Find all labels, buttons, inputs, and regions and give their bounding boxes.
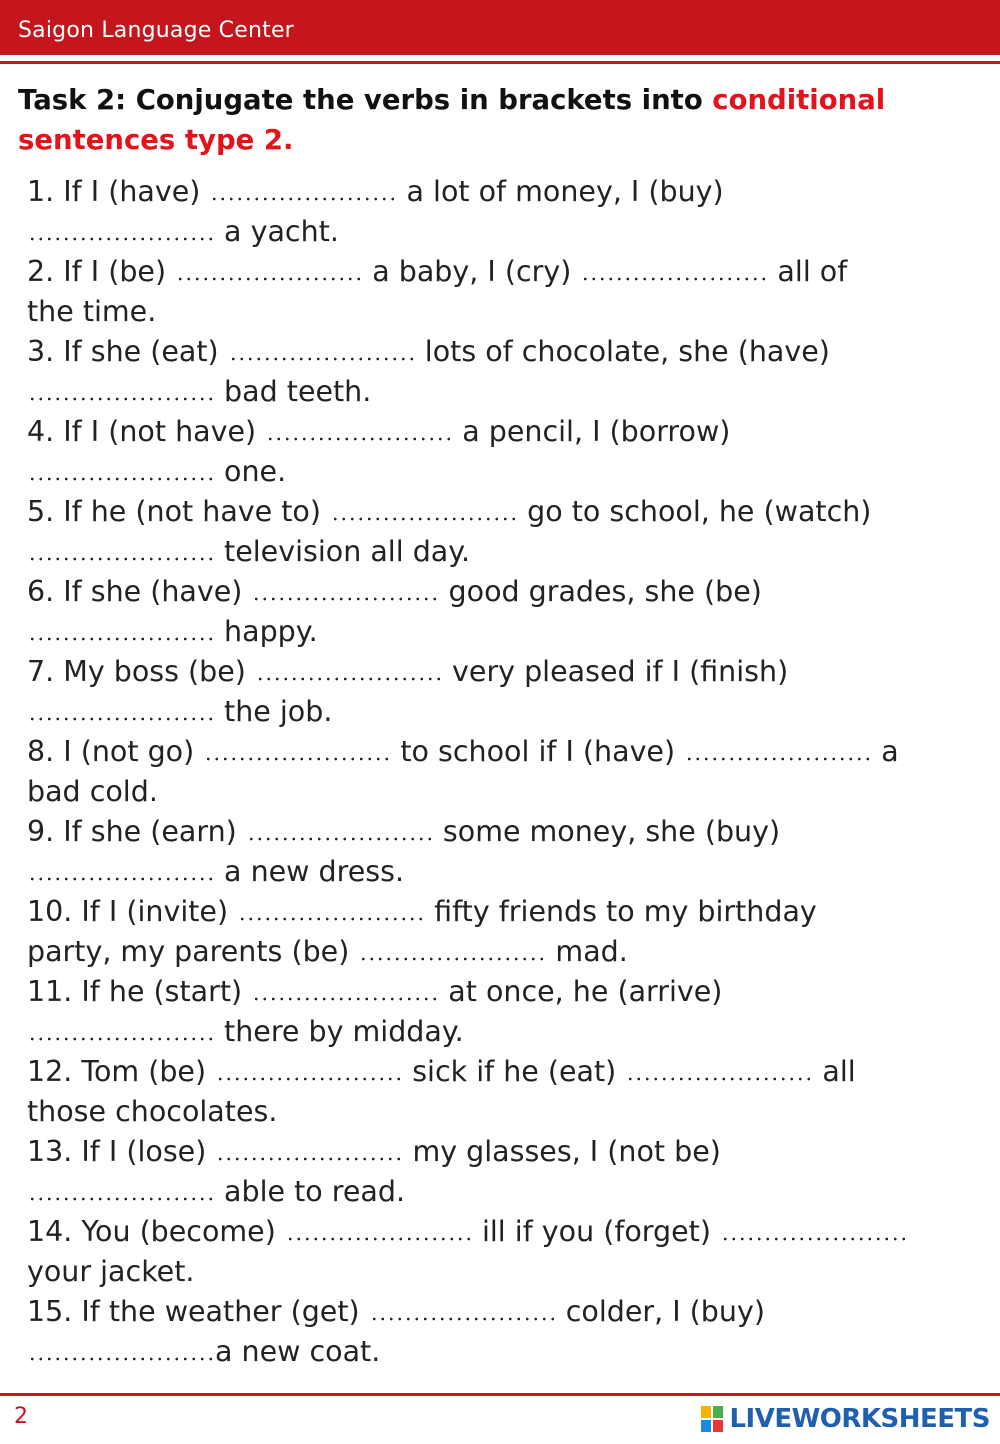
exercise-item [27,1132,977,1172]
exercise-item [27,1292,977,1332]
exercise-text: 8. I (not go) [27,735,204,768]
answer-blank[interactable] [256,677,442,681]
answer-blank[interactable] [359,957,545,961]
exercise-item [27,652,977,692]
answer-blank[interactable] [176,277,362,281]
exercise-text: bad cold. [27,775,158,808]
exercise-item-continuation [27,532,977,572]
answer-blank[interactable] [28,1037,214,1041]
exercise-text: 10. If I (invite) [27,895,238,928]
exercise-item-continuation [27,1252,977,1292]
exercise-text: a pencil, I (borrow) [453,415,731,448]
exercise-text: 5. If he (not have to) [27,495,331,528]
exercise-text: a new coat. [215,1335,381,1368]
exercise-text: good grades, she (be) [439,575,762,608]
exercise-text: mad. [546,935,628,968]
task-title [18,80,978,160]
exercise-text: 15. If the weather (get) [27,1295,369,1328]
answer-blank[interactable] [28,877,214,881]
exercise-text: the job. [215,695,333,728]
exercise-text: at once, he (arrive) [439,975,723,1008]
exercise-item-continuation [27,452,977,492]
exercise-text: the time. [27,295,157,328]
answer-blank[interactable] [266,437,452,441]
exercise-text: 12. Tom (be) [27,1055,216,1088]
exercise-text: some money, she (buy) [433,815,781,848]
exercise-item [27,412,977,452]
exercise-text: ill if you (forget) [472,1215,720,1248]
answer-blank[interactable] [370,1317,556,1321]
exercise-item [27,892,977,932]
exercise-item [27,1212,977,1252]
exercise-text: very pleased if I (finish) [442,655,789,688]
exercise-item-continuation [27,1012,977,1052]
exercise-text: able to read. [215,1175,406,1208]
exercise-text: all [813,1055,856,1088]
answer-blank[interactable] [28,1357,214,1361]
exercise-item [27,732,977,772]
answer-blank[interactable] [216,1077,402,1081]
exercise-text: those chocolates. [27,1095,278,1128]
task-title-main: Task 2: Conjugate the verbs in brackets into [18,84,713,116]
answer-blank[interactable] [204,757,390,761]
exercise-item [27,172,977,212]
answer-blank[interactable] [28,717,214,721]
exercise-text: a new dress. [215,855,405,888]
exercise-text: go to school, he (watch) [518,495,872,528]
exercise-item-continuation [27,772,977,812]
footer-divider [0,1393,1000,1396]
exercise-text: 7. My boss (be) [27,655,255,688]
answer-blank[interactable] [685,757,871,761]
header-divider [0,61,1000,64]
exercise-text: your jacket. [27,1255,195,1288]
exercise-item-continuation [27,292,977,332]
exercise-item-continuation [27,1172,977,1212]
answer-blank[interactable] [626,1077,812,1081]
exercise-item [27,812,977,852]
exercise-text: 3. If she (eat) [27,335,228,368]
answer-blank[interactable] [331,517,517,521]
exercise-text: 11. If he (start) [27,975,252,1008]
exercise-text: 6. If she (have) [27,575,252,608]
answer-blank[interactable] [581,277,767,281]
exercise-item-continuation [27,212,977,252]
exercise-text: 4. If I (not have) [27,415,266,448]
answer-blank[interactable] [216,1157,402,1161]
exercise-text: sick if he (eat) [403,1055,626,1088]
exercise-item-continuation [27,852,977,892]
answer-blank[interactable] [28,1197,214,1201]
exercise-item-continuation [27,612,977,652]
exercise-item [27,332,977,372]
answer-blank[interactable] [229,357,415,361]
exercise-text: colder, I (buy) [556,1295,765,1328]
exercise-text: 13. If I (lose) [27,1135,216,1168]
answer-blank[interactable] [238,917,424,921]
answer-blank[interactable] [28,477,214,481]
exercise-item [27,492,977,532]
answer-blank[interactable] [210,197,396,201]
answer-blank[interactable] [721,1237,907,1241]
page-number: 2 [14,1404,28,1429]
task-title-highlight: conditional sentences type 2. [18,84,886,156]
exercise-text: happy. [215,615,318,648]
exercise-item [27,972,977,1012]
answer-blank[interactable] [28,237,214,241]
header-band [0,0,1000,55]
exercise-text: all of [768,255,848,288]
answer-blank[interactable] [28,637,214,641]
answer-blank[interactable] [252,597,438,601]
exercise-text: 2. If I (be) [27,255,176,288]
exercise-text: fifty friends to my birthday [425,895,817,928]
exercise-item [27,572,977,612]
exercise-text: television all day. [215,535,471,568]
exercise-text: there by midday. [215,1015,464,1048]
exercise-text: a lot of money, I (buy) [397,175,724,208]
center-name: Saigon Language Center [18,18,294,43]
exercise-item [27,252,977,292]
footer-brand [701,1404,990,1434]
exercise-text: one. [215,455,287,488]
exercise-text: a [872,735,899,768]
exercise-item-continuation [27,692,977,732]
exercise-text: a baby, I (cry) [363,255,581,288]
exercise-text: a yacht. [215,215,339,248]
exercise-item-continuation [27,1332,977,1372]
exercise-text: party, my parents (be) [27,935,359,968]
exercise-text: lots of chocolate, she (have) [415,335,830,368]
exercise-item-continuation [27,372,977,412]
answer-blank[interactable] [252,997,438,1001]
answer-blank[interactable] [247,837,433,841]
exercise-item [27,1052,977,1092]
brand-name: LIVEWORKSHEETS [729,1404,990,1434]
exercise-text: to school if I (have) [391,735,685,768]
exercise-item-continuation [27,1092,977,1132]
exercise-item-continuation [27,932,977,972]
liveworksheets-logo-icon [701,1406,723,1432]
exercise-text: 14. You (become) [27,1215,285,1248]
exercise-text: my glasses, I (not be) [403,1135,721,1168]
answer-blank[interactable] [286,1237,472,1241]
answer-blank[interactable] [28,397,214,401]
answer-blank[interactable] [28,557,214,561]
exercise-text: 1. If I (have) [27,175,210,208]
exercise-text: bad teeth. [215,375,372,408]
exercise-list [27,172,977,1372]
exercise-text: 9. If she (earn) [27,815,246,848]
